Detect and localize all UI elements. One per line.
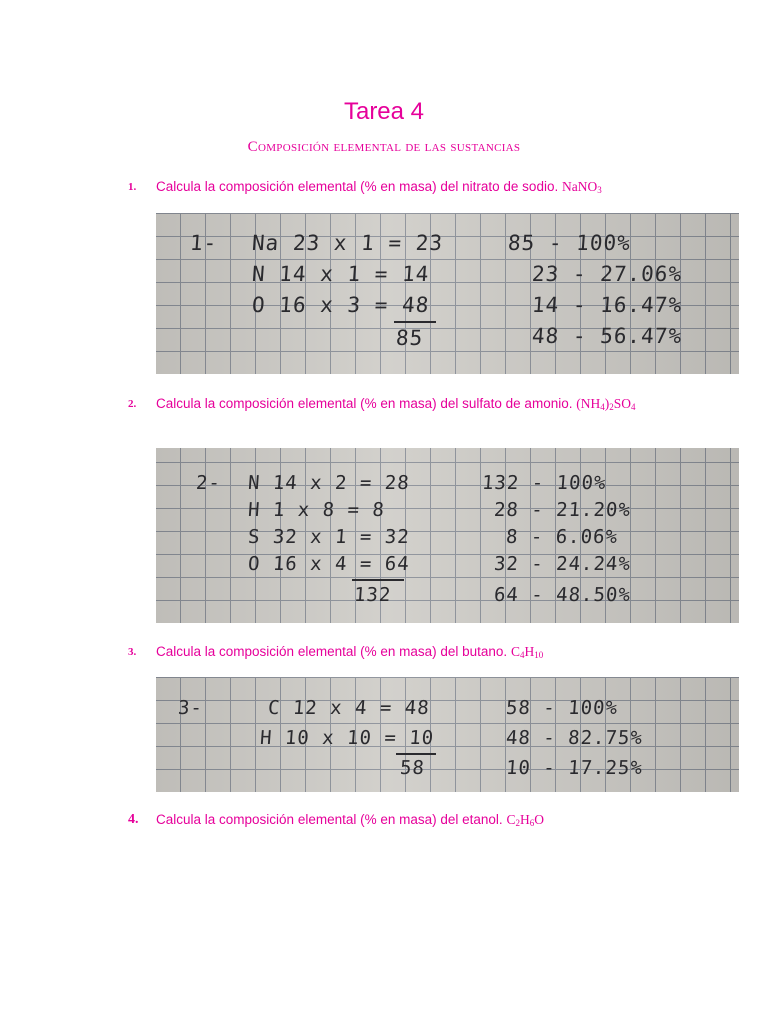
chemical-formula: $C_2H_6O$ bbox=[506, 812, 544, 828]
handwritten-work-photo-2 bbox=[156, 448, 739, 623]
question-prompt: Calcula la composición elemental (% en masa) del etanol. bbox=[156, 812, 503, 827]
sum-line bbox=[352, 579, 404, 581]
page-title: Tarea 4 bbox=[343, 98, 425, 125]
question-text bbox=[156, 643, 716, 664]
handwritten-row: O 16 x 4 = 64 bbox=[247, 553, 411, 575]
handwritten-label: 1- bbox=[189, 231, 219, 255]
handwritten-row: H 1 x 8 = 8 bbox=[247, 499, 386, 521]
handwritten-percent: 23 - 27.06% bbox=[531, 262, 683, 286]
handwritten-percent: 58 - 100% bbox=[505, 697, 619, 719]
question-number: 3. bbox=[128, 646, 137, 658]
question-prompt: Calcula la composición elemental (% en masa) del sulfato de amonio. bbox=[156, 396, 573, 411]
chemical-formula: $(NH_4)_2SO_4$ bbox=[576, 396, 636, 412]
handwritten-percent: 132 - 100% bbox=[481, 472, 608, 494]
handwritten-total: 85 bbox=[395, 326, 425, 350]
question-3 bbox=[128, 643, 728, 663]
sum-line bbox=[394, 321, 436, 323]
question-text bbox=[156, 395, 716, 416]
question-number: 2. bbox=[128, 398, 137, 410]
page-subtitle: Composición elemental de las sustancias bbox=[247, 139, 521, 155]
handwritten-label: 2- bbox=[195, 472, 222, 494]
handwritten-total: 58 bbox=[399, 757, 426, 779]
question-1 bbox=[128, 178, 728, 198]
handwritten-total: 132 bbox=[353, 584, 393, 606]
handwritten-row: O 16 x 3 = 48 bbox=[251, 293, 431, 317]
handwritten-percent: 85 - 100% bbox=[507, 231, 632, 255]
handwritten-row: C 12 x 4 = 48 bbox=[267, 697, 431, 719]
handwritten-percent: 14 - 16.47% bbox=[531, 293, 683, 317]
handwritten-percent: 28 - 21.20% bbox=[493, 499, 632, 521]
handwritten-percent: 48 - 56.47% bbox=[531, 324, 683, 348]
question-prompt: Calcula la composición elemental (% en masa) del butano. bbox=[156, 644, 508, 659]
chemical-formula: $C_4H_{10}$ bbox=[510, 644, 544, 660]
handwritten-label: 3- bbox=[177, 697, 204, 719]
question-2 bbox=[128, 395, 728, 435]
question-prompt: Calcula la composición elemental (% en masa) del nitrato de sodio. bbox=[156, 179, 559, 194]
handwritten-row: S 32 x 1 = 32 bbox=[247, 526, 411, 548]
question-number: 1. bbox=[128, 181, 137, 193]
handwritten-percent: 48 - 82.75% bbox=[505, 727, 644, 749]
handwritten-work-photo-3 bbox=[156, 677, 739, 792]
question-4 bbox=[128, 811, 728, 831]
handwritten-percent: 8 - 6.06% bbox=[505, 526, 619, 548]
sum-line bbox=[396, 753, 436, 755]
chemical-formula: NaNO$_3$ bbox=[561, 179, 602, 195]
handwritten-row: Na 23 x 1 = 23 bbox=[251, 231, 444, 255]
handwritten-row: N 14 x 2 = 28 bbox=[247, 472, 411, 494]
question-text bbox=[156, 178, 716, 199]
handwritten-row: H 10 x 10 = 10 bbox=[259, 727, 435, 749]
handwritten-row: N 14 x 1 = 14 bbox=[251, 262, 431, 286]
handwritten-percent: 32 - 24.24% bbox=[493, 553, 632, 575]
question-number: 4. bbox=[128, 812, 139, 827]
handwritten-percent: 10 - 17.25% bbox=[505, 757, 644, 779]
handwritten-percent: 64 - 48.50% bbox=[493, 584, 632, 606]
handwritten-work-photo-1 bbox=[156, 213, 739, 374]
question-text bbox=[156, 811, 716, 832]
